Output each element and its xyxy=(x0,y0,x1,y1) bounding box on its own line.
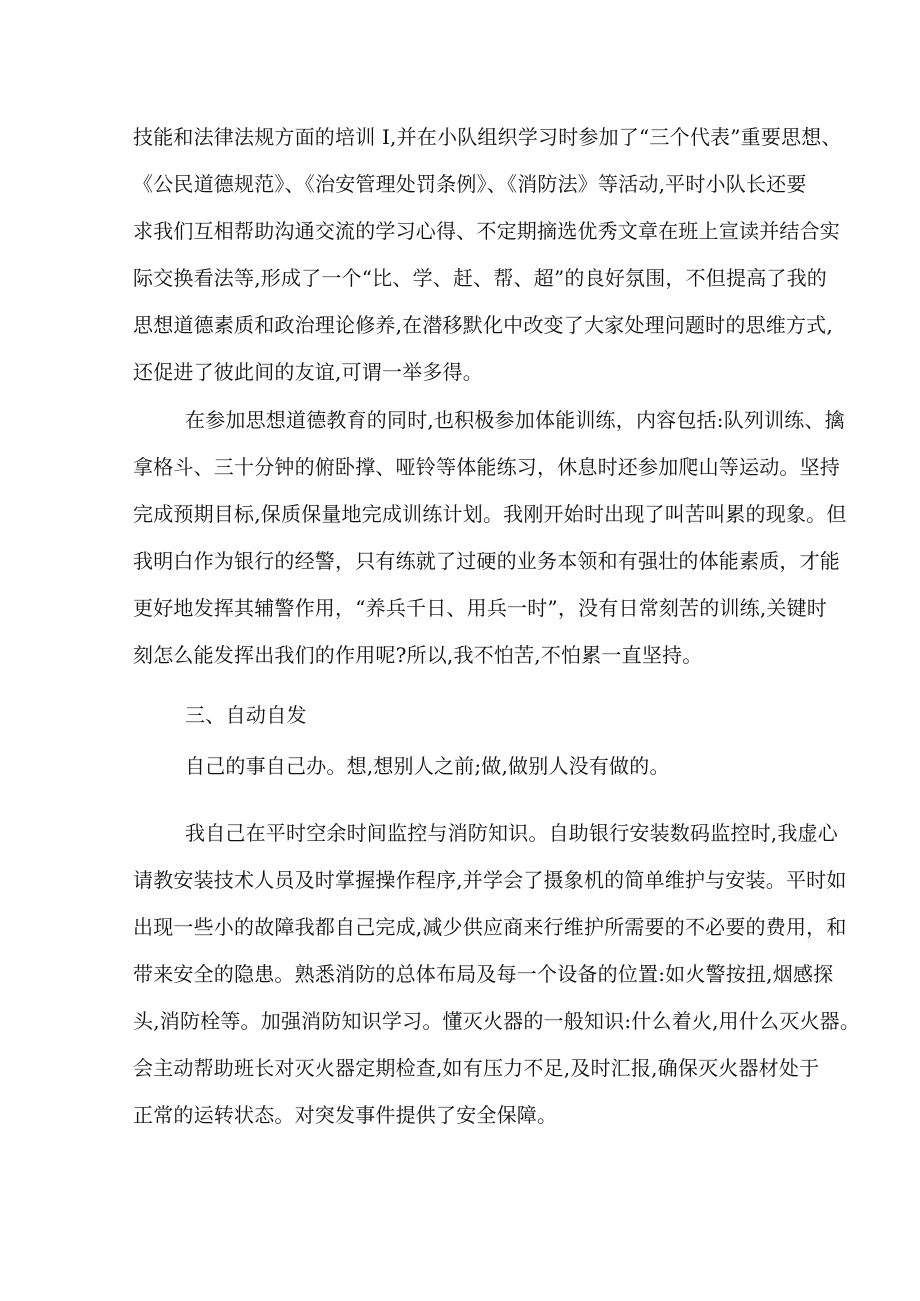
paragraph-2-line-5: 更好地发挥其辅警作用，“养兵千日、用兵一时”，没有日常刻苦的训练,关键时 xyxy=(133,596,828,620)
paragraph-1-line-5: 思想道德素质和政治理论修养,在潜移默化中改变了大家处理问题时的思维方式, xyxy=(133,313,833,337)
motto-line: 自己的事自己办。想,想别人之前;做,做别人没有做的。 xyxy=(185,754,670,778)
paragraph-3-line-1: 我自己在平时空余时间监控与消防知识。自助银行安装数码监控时,我虚心 xyxy=(185,821,838,845)
paragraph-2-line-6: 刻怎么能发挥出我们的作用呢?所以,我不怕苦,不怕累一直坚持。 xyxy=(133,643,703,667)
paragraph-3-line-4: 带来安全的隐患。熟悉消防的总体布局及每一个设备的位置:如火警按扭,烟感探 xyxy=(133,962,834,986)
paragraph-2-line-2: 拿格斗、三十分钟的俯卧撑、哑铃等体能练习，休息时还参加爬山等运动。坚持 xyxy=(133,455,840,479)
paragraph-1-line-1: 技能和法律法规方面的培训 I,并在小队组织学习时参加了“三个代表”重要思想、 xyxy=(133,125,842,149)
paragraph-1-line-3: 求我们互相帮助沟通交流的学习心得、不定期摘选优秀文章在班上宣读并结合实 xyxy=(133,219,840,243)
paragraph-2-line-3: 完成预期目标,保质保量地完成训练计划。我刚开始时出现了叫苦叫累的现象。但 xyxy=(133,502,847,526)
paragraph-3-line-3: 出现一些小的故障我都自己完成,减少供应商来行维护所需要的不必要的费用，和 xyxy=(133,915,847,939)
paragraph-3-line-2: 请教安装技术人员及时掌握操作程序,并学会了摄象机的简单维护与安装。平时如 xyxy=(133,868,847,892)
paragraph-3-line-5: 头,消防栓等。加强消防知识学习。懂灭火器的一般知识:什么着火,用什么灭火器。 xyxy=(133,1009,861,1033)
paragraph-3-line-6: 会主动帮助班长对灭火器定期检查,如有压力不足,及时汇报,确保灭火器材处于 xyxy=(133,1056,820,1080)
section-heading: 三、自动自发 xyxy=(185,703,307,727)
paragraph-1-line-6: 还促进了彼此间的友谊,可谓一举多得。 xyxy=(133,360,483,384)
paragraph-1-line-4: 际交换看法等,形成了一个“比、学、赶、帮、超”的良好氛围，不但提高了我的 xyxy=(133,266,828,290)
paragraph-1-line-2: 《公民道德规范》、《治安管理处罚条例》、《消防法》等活动,平时小队长还要 xyxy=(133,172,807,196)
paragraph-2-line-1: 在参加思想道德教育的同时,也积极参加体能训练，内容包括:队列训练、擒 xyxy=(185,408,845,432)
paragraph-3-line-7: 正常的运转状态。对突发事件提供了安全保障。 xyxy=(133,1103,558,1127)
paragraph-2-line-4: 我明白作为银行的经警，只有练就了过硬的业务本领和有强壮的体能素质，才能 xyxy=(133,549,840,573)
